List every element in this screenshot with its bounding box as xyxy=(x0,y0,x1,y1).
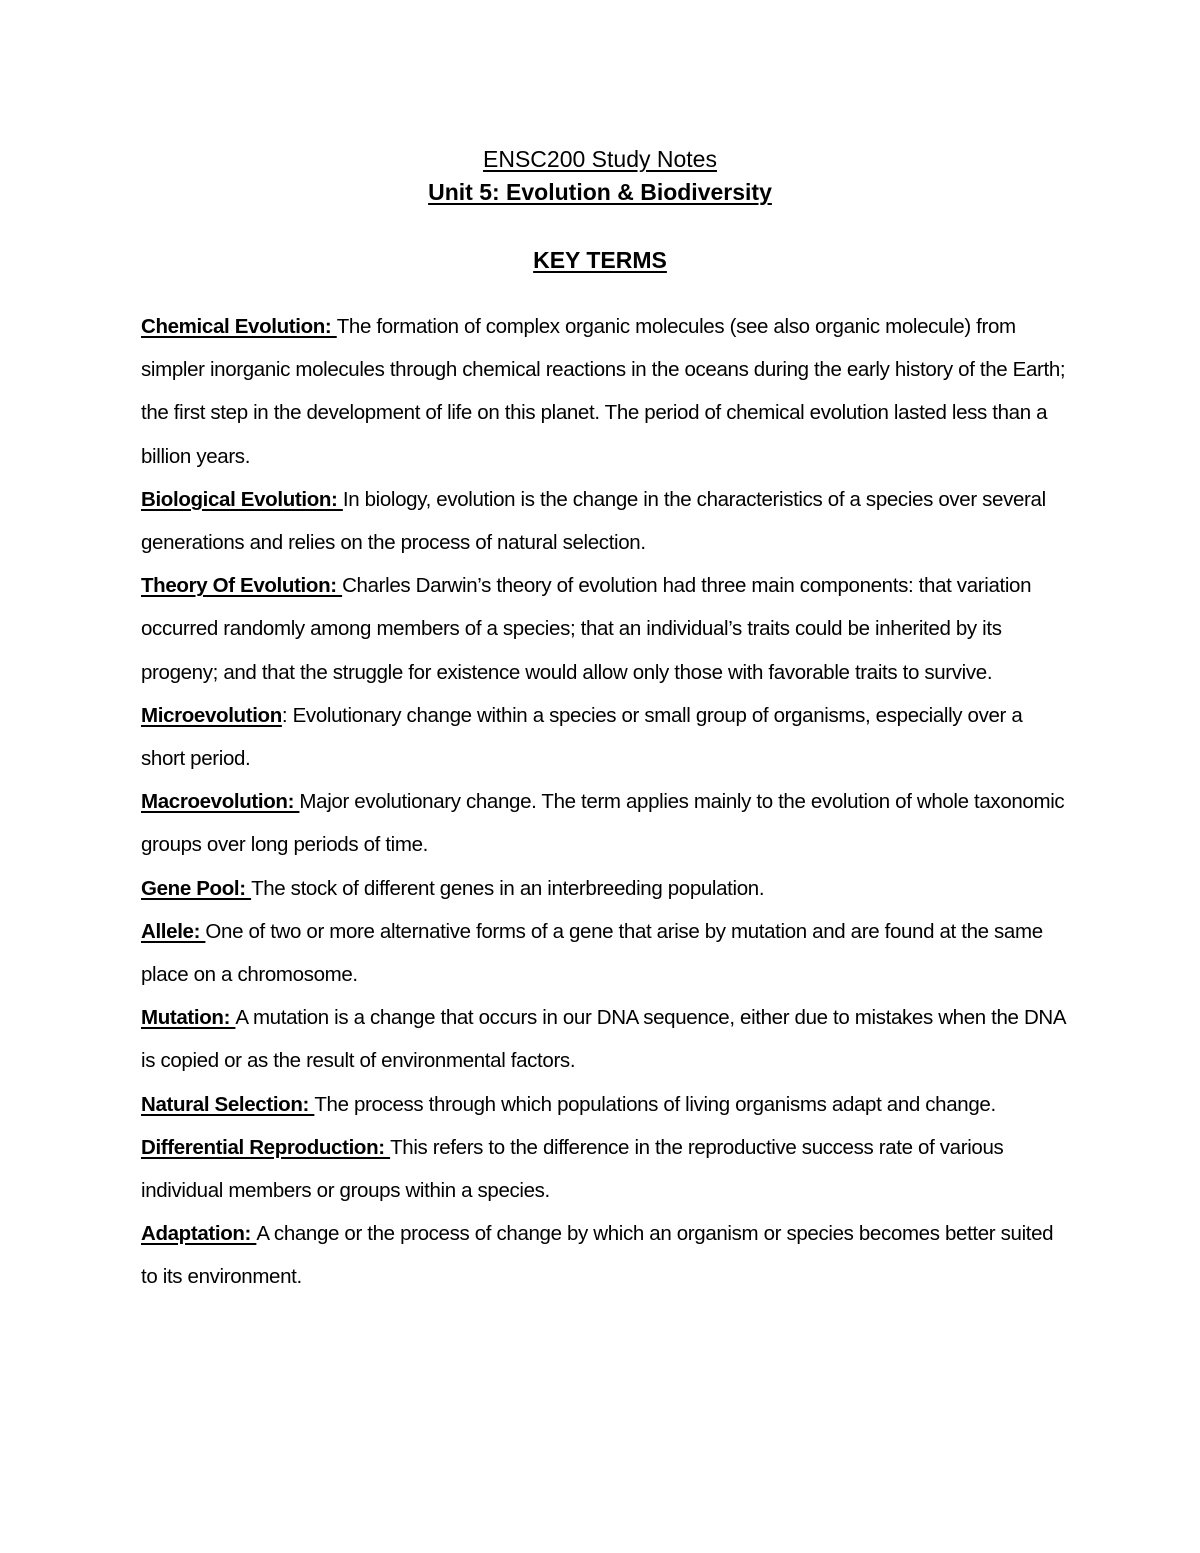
term-entry xyxy=(141,305,1071,478)
term-name: Biological Evolution: xyxy=(141,487,343,511)
document-title: ENSC200 Study Notes xyxy=(483,146,717,172)
term-definition: The process through which populations of living organisms adapt and change. xyxy=(314,1092,996,1116)
term-name: Chemical Evolution: xyxy=(141,315,337,338)
term-definition: In biology, evolution is the change in the characteristics of a species over several generations and relies on the process of natural selection. xyxy=(141,487,1046,555)
term-definition: One of two or more alternative forms of a gene that arise by mutation and are found at the same place on a chromosome. xyxy=(141,919,1043,987)
term-definition: Evolutionary change within a species or small group of organisms, especially over a short period. xyxy=(141,703,1023,771)
term-definition: Charles Darwin’s theory of evolution had three main components: that variation occurred randomly among members of a species; that an individual’s traits could be inherited by its progeny; and that the struggle for existence would allow only those with favorable traits to survive. xyxy=(141,574,1032,684)
term-name: Gene Pool: xyxy=(141,876,252,900)
term-definition: This refers to the difference in the reproductive success rate of various individual members or groups within a species. xyxy=(141,1135,1004,1203)
term-name: Theory Of Evolution: xyxy=(141,574,343,598)
term-entry xyxy=(141,910,1071,996)
key-terms-heading: KEY TERMS xyxy=(533,247,667,273)
term-definition: Major evolutionary change. The term applies mainly to the evolution of whole taxonomic groups over long periods of time. xyxy=(141,790,1065,857)
term-name: Macroevolution: xyxy=(141,790,300,814)
term-entry xyxy=(141,694,1071,780)
term-entry xyxy=(141,996,1071,1082)
term-name: Differential Reproduction: xyxy=(141,1135,391,1159)
term-entry xyxy=(141,564,1071,694)
term-name: Natural Selection: xyxy=(141,1092,315,1116)
term-separator: : xyxy=(281,703,293,727)
term-definition: A mutation is a change that occurs in our DNA sequence, either due to mistakes when the DNA is copied or as the result of environmental factors. xyxy=(141,1006,1066,1073)
term-entry xyxy=(141,867,1071,910)
term-entry xyxy=(141,1083,1071,1126)
term-definition: The formation of complex organic molecules (see also organic molecule) from simpler inorganic molecules through chemical reactions in the oceans during the early history of the Earth; the first step in the development of life on this planet. The period of chemical evolution lasted less than a billion years. xyxy=(141,315,1066,468)
term-name: Microevolution xyxy=(141,703,282,727)
document-header xyxy=(0,143,1200,209)
document-subtitle: Unit 5: Evolution & Biodiversity xyxy=(428,179,772,205)
term-name: Mutation: xyxy=(141,1006,236,1030)
term-entry xyxy=(141,478,1071,564)
term-entry xyxy=(141,780,1071,866)
key-terms-list xyxy=(141,305,1071,1299)
term-name: Allele: xyxy=(141,919,206,943)
term-definition: The stock of different genes in an interbreeding population. xyxy=(251,876,765,900)
term-entry xyxy=(141,1126,1071,1212)
term-name: Adaptation: xyxy=(141,1222,257,1246)
term-entry xyxy=(141,1212,1071,1298)
term-definition: A change or the process of change by which an organism or species becomes better suited to its environment. xyxy=(141,1222,1054,1289)
